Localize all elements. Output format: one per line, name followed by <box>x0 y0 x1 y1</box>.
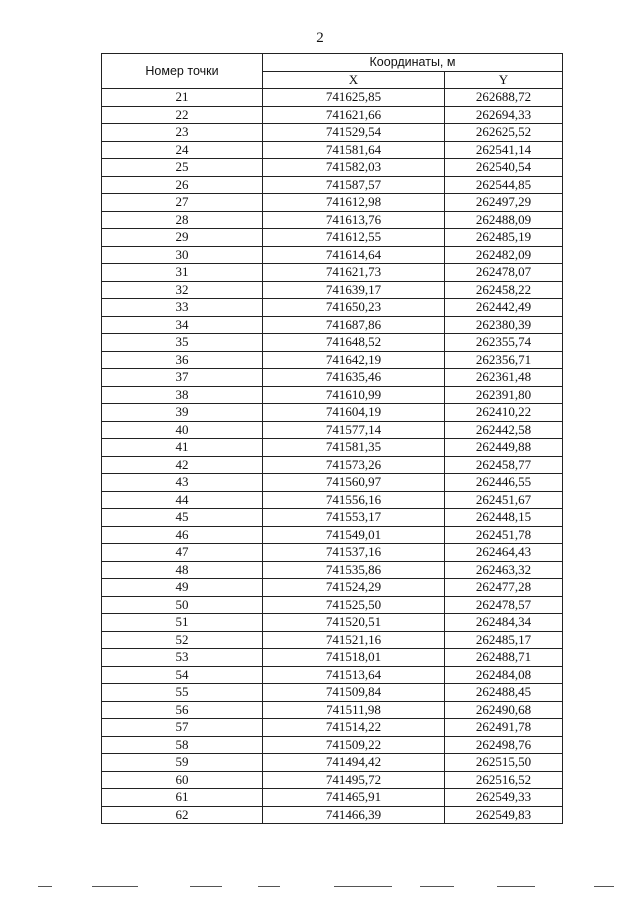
table-header-row <box>102 54 563 72</box>
cell-x: 741650,23 <box>263 299 445 317</box>
table-row <box>102 491 563 509</box>
cell-x: 741553,17 <box>263 509 445 527</box>
cell-x: 741613,76 <box>263 211 445 229</box>
cell-point-number: 29 <box>102 229 263 247</box>
cell-y: 262442,58 <box>445 421 563 439</box>
table-row <box>102 439 563 457</box>
table-row <box>102 281 563 299</box>
table-row <box>102 596 563 614</box>
cell-point-number: 50 <box>102 596 263 614</box>
cell-point-number: 47 <box>102 544 263 562</box>
table-row <box>102 404 563 422</box>
cell-y: 262515,50 <box>445 754 563 772</box>
coordinates-table <box>101 53 563 824</box>
cell-point-number: 35 <box>102 334 263 352</box>
cell-x: 741587,57 <box>263 176 445 194</box>
cell-y: 262356,71 <box>445 351 563 369</box>
table-row <box>102 754 563 772</box>
cell-point-number: 41 <box>102 439 263 457</box>
table-row <box>102 474 563 492</box>
cell-y: 262688,72 <box>445 89 563 107</box>
cell-x: 741621,66 <box>263 106 445 124</box>
cell-point-number: 34 <box>102 316 263 334</box>
cell-x: 741625,85 <box>263 89 445 107</box>
table-row <box>102 736 563 754</box>
cell-y: 262488,09 <box>445 211 563 229</box>
cell-point-number: 44 <box>102 491 263 509</box>
cell-x: 741642,19 <box>263 351 445 369</box>
cell-y: 262485,17 <box>445 631 563 649</box>
cell-x: 741465,91 <box>263 789 445 807</box>
cell-y: 262361,48 <box>445 369 563 387</box>
cell-x: 741560,97 <box>263 474 445 492</box>
table-row <box>102 141 563 159</box>
cell-y: 262478,07 <box>445 264 563 282</box>
cell-point-number: 57 <box>102 719 263 737</box>
cell-y: 262488,45 <box>445 684 563 702</box>
table-row <box>102 194 563 212</box>
cell-point-number: 36 <box>102 351 263 369</box>
cell-point-number: 28 <box>102 211 263 229</box>
cell-y: 262541,14 <box>445 141 563 159</box>
table-row <box>102 369 563 387</box>
cell-x: 741581,35 <box>263 439 445 457</box>
cell-y: 262491,78 <box>445 719 563 737</box>
cell-y: 262549,83 <box>445 806 563 824</box>
cell-x: 741524,29 <box>263 579 445 597</box>
cell-point-number: 54 <box>102 666 263 684</box>
cell-x: 741549,01 <box>263 526 445 544</box>
cell-x: 741612,98 <box>263 194 445 212</box>
table-row <box>102 509 563 527</box>
cell-y: 262544,85 <box>445 176 563 194</box>
cell-y: 262625,52 <box>445 124 563 142</box>
table-row <box>102 701 563 719</box>
cell-y: 262451,78 <box>445 526 563 544</box>
cell-x: 741529,54 <box>263 124 445 142</box>
table-row <box>102 316 563 334</box>
table-row <box>102 806 563 824</box>
cell-y: 262451,67 <box>445 491 563 509</box>
cell-y: 262458,77 <box>445 456 563 474</box>
cell-x: 741466,39 <box>263 806 445 824</box>
cell-x: 741495,72 <box>263 771 445 789</box>
table-row <box>102 771 563 789</box>
table-row <box>102 561 563 579</box>
cell-x: 741509,22 <box>263 736 445 754</box>
cell-x: 741648,52 <box>263 334 445 352</box>
cell-point-number: 59 <box>102 754 263 772</box>
cell-point-number: 56 <box>102 701 263 719</box>
cell-point-number: 60 <box>102 771 263 789</box>
cell-x: 741520,51 <box>263 614 445 632</box>
cell-point-number: 32 <box>102 281 263 299</box>
table-row <box>102 229 563 247</box>
cell-point-number: 27 <box>102 194 263 212</box>
cell-point-number: 62 <box>102 806 263 824</box>
cell-y: 262410,22 <box>445 404 563 422</box>
cell-point-number: 45 <box>102 509 263 527</box>
cell-point-number: 37 <box>102 369 263 387</box>
cell-point-number: 33 <box>102 299 263 317</box>
cell-point-number: 30 <box>102 246 263 264</box>
cell-y: 262446,55 <box>445 474 563 492</box>
cell-x: 741573,26 <box>263 456 445 474</box>
cell-y: 262482,09 <box>445 246 563 264</box>
cell-x: 741514,22 <box>263 719 445 737</box>
cell-x: 741612,55 <box>263 229 445 247</box>
cell-x: 741494,42 <box>263 754 445 772</box>
table-row <box>102 614 563 632</box>
table-row <box>102 789 563 807</box>
table-row <box>102 526 563 544</box>
table-row <box>102 246 563 264</box>
cell-point-number: 52 <box>102 631 263 649</box>
cell-point-number: 21 <box>102 89 263 107</box>
table-row <box>102 631 563 649</box>
table-row <box>102 579 563 597</box>
page-number: 2 <box>316 30 324 46</box>
cell-point-number: 23 <box>102 124 263 142</box>
cell-y: 262463,32 <box>445 561 563 579</box>
table-row <box>102 106 563 124</box>
table-row <box>102 719 563 737</box>
table-row <box>102 649 563 667</box>
table-row <box>102 124 563 142</box>
cell-point-number: 24 <box>102 141 263 159</box>
table-row <box>102 159 563 177</box>
table-row <box>102 89 563 107</box>
cell-point-number: 39 <box>102 404 263 422</box>
cell-y: 262488,71 <box>445 649 563 667</box>
cell-x: 741509,84 <box>263 684 445 702</box>
cell-point-number: 26 <box>102 176 263 194</box>
cell-y: 262516,52 <box>445 771 563 789</box>
cell-point-number: 46 <box>102 526 263 544</box>
header-point-number: Номер точки <box>102 54 263 89</box>
cell-point-number: 25 <box>102 159 263 177</box>
header-x: X <box>263 71 445 89</box>
cell-point-number: 40 <box>102 421 263 439</box>
cell-y: 262391,80 <box>445 386 563 404</box>
cell-x: 741521,16 <box>263 631 445 649</box>
scan-artifacts <box>0 884 640 890</box>
table-row <box>102 666 563 684</box>
table-row <box>102 544 563 562</box>
cell-y: 262540,54 <box>445 159 563 177</box>
cell-x: 741582,03 <box>263 159 445 177</box>
cell-y: 262478,57 <box>445 596 563 614</box>
cell-x: 741614,64 <box>263 246 445 264</box>
cell-y: 262458,22 <box>445 281 563 299</box>
cell-x: 741635,46 <box>263 369 445 387</box>
cell-x: 741604,19 <box>263 404 445 422</box>
cell-x: 741639,17 <box>263 281 445 299</box>
cell-x: 741513,64 <box>263 666 445 684</box>
table-row <box>102 264 563 282</box>
cell-point-number: 31 <box>102 264 263 282</box>
cell-y: 262477,28 <box>445 579 563 597</box>
table-row <box>102 386 563 404</box>
cell-y: 262484,34 <box>445 614 563 632</box>
header-coordinates: Координаты, м <box>263 54 563 72</box>
table-row <box>102 456 563 474</box>
cell-x: 741581,64 <box>263 141 445 159</box>
cell-y: 262448,15 <box>445 509 563 527</box>
cell-point-number: 53 <box>102 649 263 667</box>
header-y: Y <box>445 71 563 89</box>
cell-x: 741537,16 <box>263 544 445 562</box>
cell-y: 262464,43 <box>445 544 563 562</box>
cell-y: 262694,33 <box>445 106 563 124</box>
cell-x: 741621,73 <box>263 264 445 282</box>
table-row <box>102 176 563 194</box>
cell-point-number: 55 <box>102 684 263 702</box>
cell-y: 262497,29 <box>445 194 563 212</box>
cell-y: 262485,19 <box>445 229 563 247</box>
cell-point-number: 49 <box>102 579 263 597</box>
table-row <box>102 421 563 439</box>
cell-x: 741610,99 <box>263 386 445 404</box>
cell-x: 741525,50 <box>263 596 445 614</box>
cell-point-number: 43 <box>102 474 263 492</box>
cell-x: 741556,16 <box>263 491 445 509</box>
cell-y: 262449,88 <box>445 439 563 457</box>
cell-x: 741577,14 <box>263 421 445 439</box>
cell-y: 262549,33 <box>445 789 563 807</box>
cell-point-number: 42 <box>102 456 263 474</box>
cell-point-number: 22 <box>102 106 263 124</box>
table-row <box>102 299 563 317</box>
table-row <box>102 684 563 702</box>
table-row <box>102 351 563 369</box>
cell-point-number: 38 <box>102 386 263 404</box>
cell-point-number: 58 <box>102 736 263 754</box>
cell-y: 262498,76 <box>445 736 563 754</box>
table-row <box>102 334 563 352</box>
cell-x: 741511,98 <box>263 701 445 719</box>
cell-y: 262442,49 <box>445 299 563 317</box>
cell-x: 741518,01 <box>263 649 445 667</box>
cell-y: 262355,74 <box>445 334 563 352</box>
cell-x: 741535,86 <box>263 561 445 579</box>
cell-point-number: 51 <box>102 614 263 632</box>
cell-point-number: 61 <box>102 789 263 807</box>
table-row <box>102 211 563 229</box>
cell-y: 262484,08 <box>445 666 563 684</box>
table-body <box>102 89 563 824</box>
cell-y: 262380,39 <box>445 316 563 334</box>
cell-x: 741687,86 <box>263 316 445 334</box>
cell-point-number: 48 <box>102 561 263 579</box>
cell-y: 262490,68 <box>445 701 563 719</box>
